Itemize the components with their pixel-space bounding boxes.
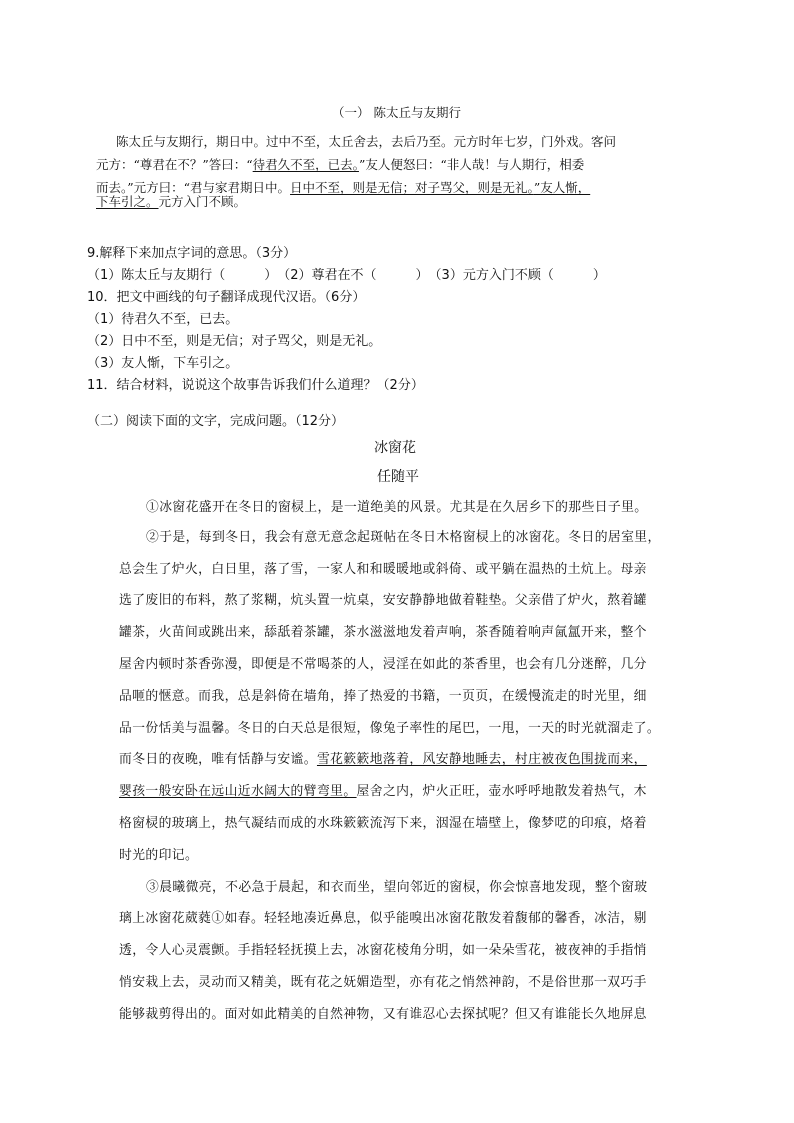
question-9: 9.解释下来加点字词的意思。（3分） [87, 246, 297, 261]
text-run: ”友人便怒曰：“非人哉！与人期行，相委 [358, 157, 585, 172]
article-line: 总会生了炉火，白日里，落了雪，一家人和和暖暖地或斜倚、或平躺在温热的土炕上。母亲 [119, 562, 647, 577]
text-run: 而冬日的夜晚，唯有恬静与安谧。 [119, 752, 317, 767]
text-run: 屋舍之内，炉火正旺，壶水呼呼地散发着热气，木 [356, 784, 647, 799]
article-line: 罐茶，火苗间或跳出来，舔舐着茶罐，茶水滋滋地发着声响，茶香随着响声氤氲开来，整个 [119, 625, 647, 640]
article-line: 透，令人心灵震颤。手指轻轻抚摸上去，冰窗花棱角分明，如一朵朵雪花，被夜神的手指悄 [119, 943, 647, 958]
question-10-item-1: （1）待君久不至，已去。 [87, 312, 239, 327]
underlined-passage-start: 雪花簌簌地落着，风安静地睡去，村庄被夜色围拢而来， [316, 752, 647, 767]
article-title: 冰窗花 [374, 440, 416, 456]
article-line [119, 780, 647, 799]
underlined-passage-end: 婴孩一般安卧在远山近水阔大的臂弯里。 [119, 784, 357, 799]
article-line: 屋舍内顿时茶香弥漫，即便是不常喝茶的人，浸淫在如此的茶香里，也会有几分迷醉，几分 [119, 657, 647, 672]
underlined-sentence-3-start: ”友人惭， [533, 180, 591, 195]
article-line: ③晨曦微亮，不必急于晨起，和衣而坐，望向邻近的窗棂，你会惊喜地发现，整个窗玻 [146, 880, 648, 895]
article-line: 时光的印记。 [119, 848, 199, 863]
question-9-items: （1）陈太丘与友期行（ ） （2）尊君在不（ ） （3）元方入门不顾（ ） [87, 268, 606, 283]
underlined-sentence-3-end: 下车引之。 [96, 194, 159, 209]
article-line: ①冰窗花盛开在冬日的窗棂上，是一道绝美的风景。尤其是在久居乡下的那些日子里。 [146, 500, 648, 515]
section1-line-2 [96, 155, 584, 173]
question-11: 11．结合材料，说说这个故事告诉我们什么道理？（2分） [87, 378, 424, 393]
article-line: 能够裁剪得出的。面对如此精美的自然神物，又有谁忍心去探拭呢？但又有谁能长久地屏息 [119, 1007, 647, 1022]
article-line: 格窗棂的玻璃上，热气凝结而成的水珠簌簌流泻下来，洇湿在墙壁上，像梦呓的印痕，烙着 [119, 816, 647, 831]
article-line: 品咂的惬意。而我，总是斜倚在墙角，捧了热爱的书籍，一页页，在缓慢流走的时光里，细 [119, 689, 647, 704]
text-run: 元方：“尊君在不？”答曰：“ [96, 157, 253, 172]
section2-intro: （二）阅读下面的文字，完成问题。（12分） [87, 414, 345, 429]
underlined-sentence-1: 待君久不至，已去。 [252, 157, 359, 172]
article-line: ②于是，每到冬日，我会有意无意念起斑帖在冬日木格窗棂上的冰窗花。冬日的居室里， [146, 530, 661, 545]
article-author: 任随平 [377, 469, 419, 485]
section1-line-4 [96, 192, 246, 210]
article-line: 品一份恬美与温馨。冬日的白天总是很短，像兔子率性的尾巴，一甩，一天的时光就溜走了。 [119, 721, 661, 736]
section1-line-1: 陈太丘与友期行，期日中。过中不至，太丘舍去，去后乃至。元方时年七岁，门外戏。客问 [116, 134, 617, 149]
question-10-item-3: （3）友人惭，下车引之。 [87, 356, 239, 371]
article-line: 悄安栽上去，灵动而又精美，既有花之妩媚造型，亦有花之悄然神韵，不是俗世那一双巧手 [119, 975, 647, 990]
section1-title: （一） 陈太丘与友期行 [332, 105, 461, 120]
text-run: 元方入门不顾。 [158, 194, 247, 209]
article-line [119, 748, 647, 767]
article-line: 选了废旧的布料，熬了浆糊，炕头置一炕桌，安安静静地做着鞋垫。父亲借了炉火，熬着罐 [119, 593, 647, 608]
question-10: 10．把文中画线的句子翻译成现代汉语。（6分） [87, 290, 366, 305]
article-line: 璃上冰窗花葳蕤①如春。轻轻地凑近鼻息，似乎能嗅出冰窗花散发着馥郁的馨香，冰洁，剔 [119, 911, 647, 926]
question-10-item-2: （2）日中不至，则是无信；对子骂父，则是无礼。 [87, 334, 382, 349]
underlined-sentence-2: 日中不至，则是无信；对子骂父，则是无礼。 [290, 180, 534, 195]
text-run: 而去。”元方曰：“君与家君期日中。 [96, 180, 291, 195]
